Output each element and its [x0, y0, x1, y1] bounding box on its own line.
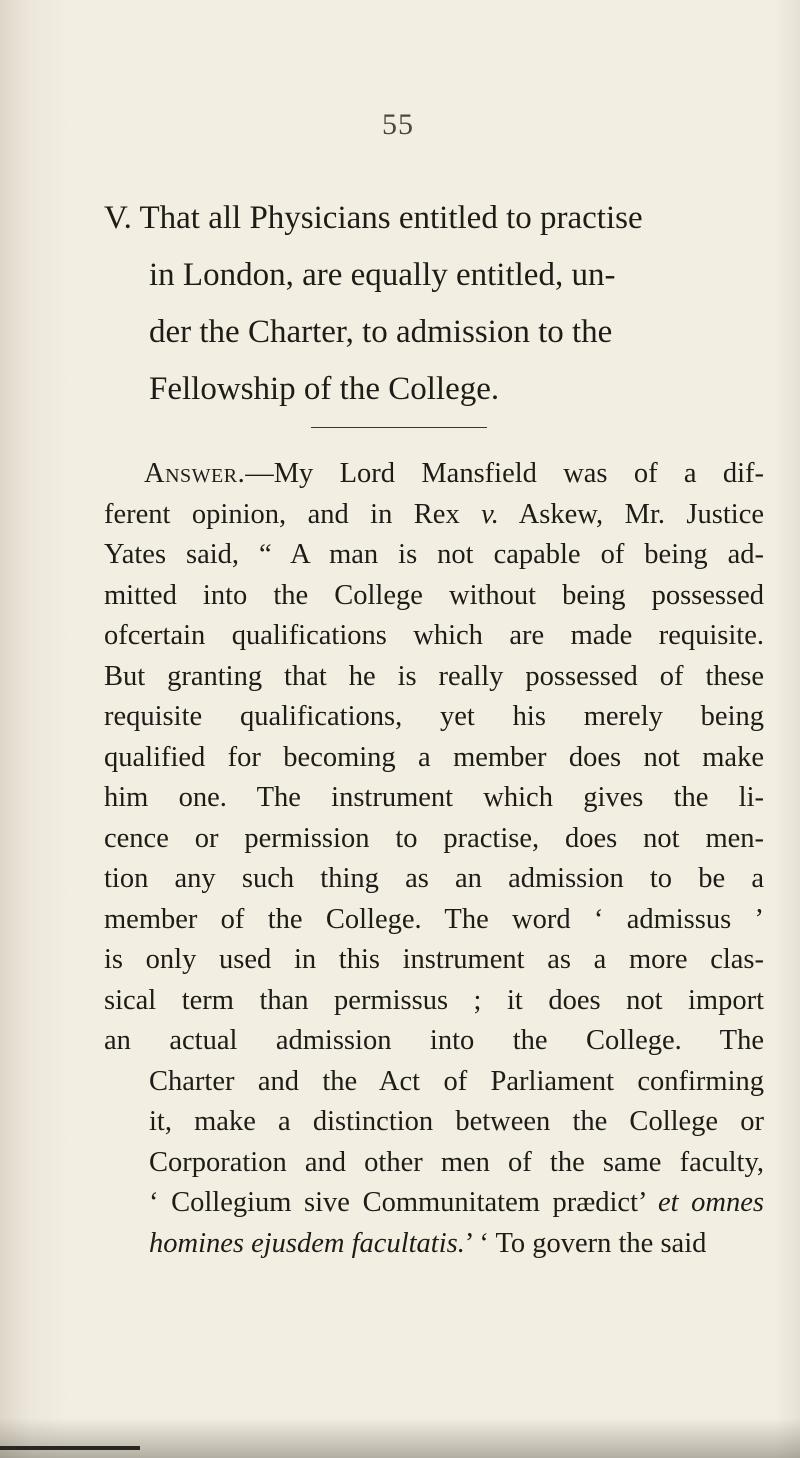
answer-text: Askew, Mr. Justice: [518, 498, 765, 530]
page-number: 55: [382, 108, 414, 141]
proposition-line: V. That all Physicians entitled to practise: [104, 200, 643, 236]
page-edge-mark: [0, 1446, 140, 1450]
answer-line: Corporation and other men of the same faculty,: [149, 1146, 764, 1178]
proposition-line: Fellowship of the College.: [149, 371, 500, 407]
answer-line: him one. The instrument which gives the li-: [104, 782, 764, 813]
proposition-line: der the Charter, to admission to the: [149, 314, 613, 350]
answer-paragraph: [104, 454, 764, 1264]
answer-line: is only used in this instrument as a more clas-: [104, 944, 764, 975]
page-edge-shadow: [0, 1418, 800, 1458]
answer-line: sical term than permissus ; it does not import: [104, 984, 764, 1016]
answer-italic: v.: [481, 498, 499, 530]
answer-line: ofcertain qualifications which are made requisite.: [104, 620, 764, 651]
section-divider: [311, 427, 487, 428]
answer-text: ’ ‘ To govern the said: [464, 1227, 707, 1259]
answer-line: [104, 454, 764, 495]
proposition-line: in London, are equally entitled, un-: [149, 257, 616, 293]
answer-line: [104, 495, 764, 536]
answer-line: cence or permission to practise, does not men-: [104, 822, 764, 854]
answer-text: —My Lord Mansfield was of a dif-: [245, 458, 764, 489]
answer-line: requisite qualifications, yet his merely being: [104, 701, 764, 732]
answer-italic: homines ejusdem facultatis.: [149, 1227, 465, 1259]
answer-line: it, make a distinction between the College or: [149, 1106, 764, 1137]
answer-line: an actual admission into the College. The: [104, 1025, 764, 1056]
answer-line: tion any such thing as an admission to be a: [104, 863, 764, 894]
answer-line: [104, 1224, 764, 1265]
answer-line: But granting that he is really possessed of these: [104, 660, 764, 692]
answer-line: mitted into the College without being possessed: [104, 579, 764, 611]
answer-italic: et omnes: [658, 1187, 765, 1218]
answer-label: Answer.: [144, 458, 246, 489]
answer-line: qualified for becoming a member does not make: [104, 741, 764, 773]
answer-line: Yates said, “ A man is not capable of being ad-: [104, 539, 764, 570]
answer-line: [104, 1183, 764, 1224]
answer-line: Charter and the Act of Parliament confirming: [149, 1065, 764, 1097]
answer-text: ferent opinion, and in Rex: [104, 498, 460, 530]
answer-line: member of the College. The word ‘ admissus ’: [104, 903, 764, 935]
proposition-paragraph: [104, 190, 744, 418]
answer-text: ‘ Collegium sive Communitatem prædict’: [149, 1187, 646, 1218]
